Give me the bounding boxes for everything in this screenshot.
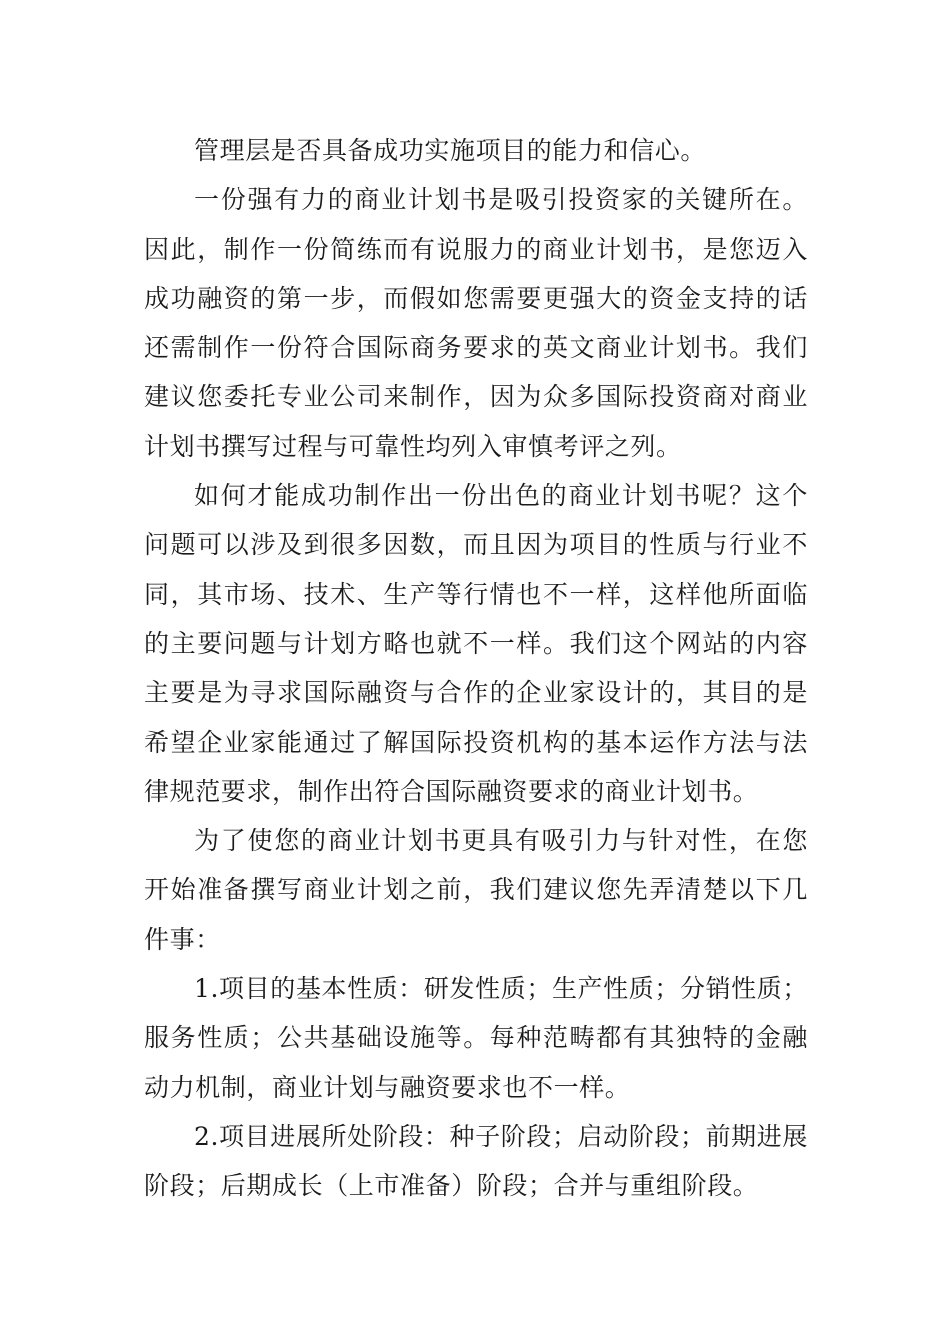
list-item-project-stage: 2.项目进展所处阶段：种子阶段；启动阶段；前期进展阶段；后期成长（上市准备）阶段；合并与重组阶段。 bbox=[144, 1121, 808, 1201]
paragraph-preparation-intro: 为了使您的商业计划书更具有吸引力与针对性，在您开始准备撰写商业计划之前，我们建议您先弄清楚以下几件事： bbox=[144, 826, 808, 954]
paragraph-business-plan-importance: 一份强有力的商业计划书是吸引投资家的关键所在。因此，制作一份简练而有说服力的商业计划书，是您迈入成功融资的第一步，而假如您需要更强大的资金支持的话还需制作一份符合国际商务要求的英文商业计划书。我们建议您委托专业公司来制作，因为众多国际投资商对商业计划书撰写过程与可靠性均列入审慎考评之列。 bbox=[144, 185, 808, 461]
paragraph-how-to-write: 如何才能成功制作出一份出色的商业计划书呢？这个问题可以涉及到很多因数，而且因为项目的性质与行业不同，其市场、技术、生产等行情也不一样，这样他所面临的主要问题与计划方略也就不一样。我们这个网站的内容主要是为寻求国际融资与合作的企业家设计的，其目的是希望企业家能通过了解国际投资机构的基本运作方法与法律规范要求，制作出符合国际融资要求的商业计划书。 bbox=[144, 481, 808, 806]
document-body bbox=[144, 126, 808, 1211]
paragraph-management-capability: 管理层是否具备成功实施项目的能力和信心。 bbox=[194, 136, 707, 165]
list-item-project-nature: 1.项目的基本性质：研发性质；生产性质；分销性质；服务性质；公共基础设施等。每种范畴都有其独特的金融动力机制，商业计划与融资要求也不一样。 bbox=[144, 974, 808, 1102]
